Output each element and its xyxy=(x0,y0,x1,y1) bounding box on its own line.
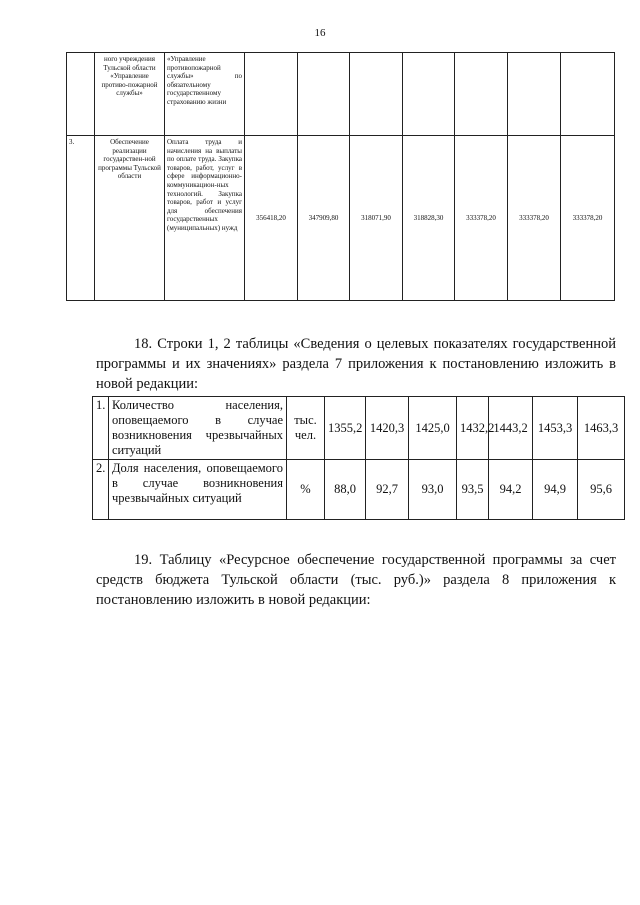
value-cell: 1453,3 xyxy=(533,397,578,460)
value-cell: 95,6 xyxy=(578,460,625,520)
paragraph-19-text: 19. Таблицу «Ресурсное обеспечение государственной программы за счет средств бюджета Тульской области (тыс. руб.)» раздела 8 приложения к постановлению изложить в новой редакции: xyxy=(96,551,616,608)
value-cell: 93,5 xyxy=(457,460,489,520)
row-number xyxy=(67,53,95,136)
resource-table-fragment xyxy=(66,52,615,301)
row-number: 1. xyxy=(93,397,109,460)
value-cell: 88,0 xyxy=(325,460,366,520)
value-cell: 94,2 xyxy=(489,460,533,520)
table-row xyxy=(93,397,625,460)
value-cell: 1420,3 xyxy=(366,397,409,460)
value-cell xyxy=(298,53,350,136)
value-cell: 347909,80 xyxy=(298,136,350,301)
page-number: 16 xyxy=(314,27,326,39)
value-cell xyxy=(455,53,508,136)
paragraph-19 xyxy=(96,550,616,610)
value-cell: 333378,20 xyxy=(508,136,561,301)
measure-name: ного учреждения Тульской области «Управление противо-пожарной службы» xyxy=(95,53,165,136)
measure-description: «Управление противопожарной службы» по обязательному государственному страхованию жизни xyxy=(165,53,245,136)
value-cell: 1463,3 xyxy=(578,397,625,460)
indicator-name: Доля населения, оповещаемого в случае возникновения чрезвычайных ситуаций xyxy=(109,460,287,520)
value-cell: 93,0 xyxy=(409,460,457,520)
measure-description: Оплата труда и начисления на выплаты по оплате труда. Закупка товаров, работ, услуг в сфере информационно-коммуникацион-ных технологий. Закупка товаров, работ и услуг для обеспечения государственных (муниципальных) нужд xyxy=(165,136,245,301)
table-row xyxy=(93,460,625,520)
value-cell xyxy=(508,53,561,136)
unit-cell: % xyxy=(287,460,325,520)
paragraph-18-text: 18. Строки 1, 2 таблицы «Сведения о целевых показателях государственной программы и их значениях» раздела 7 приложения к постановлению изложить в новой редакции: xyxy=(96,335,616,392)
unit-cell: тыс. чел. xyxy=(287,397,325,460)
indicator-name: Количество населения, оповещаемого в случае возникновения чрезвычайных ситуаций xyxy=(109,397,287,460)
row-number: 2. xyxy=(93,460,109,520)
table-row xyxy=(67,136,615,301)
table-row xyxy=(67,53,615,136)
measure-name: Обеспечение реализации государствен-ной программы Тульской области xyxy=(95,136,165,301)
paragraph-18 xyxy=(96,334,616,394)
value-cell xyxy=(561,53,615,136)
value-cell: 333378,20 xyxy=(455,136,508,301)
value-cell xyxy=(403,53,455,136)
value-cell: 1432,2 xyxy=(457,397,489,460)
value-cell: 356418,20 xyxy=(245,136,298,301)
value-cell: 92,7 xyxy=(366,460,409,520)
value-cell xyxy=(350,53,403,136)
value-cell: 318071,90 xyxy=(350,136,403,301)
value-cell: 318828,30 xyxy=(403,136,455,301)
target-indicators-table xyxy=(92,396,625,520)
value-cell: 1355,2 xyxy=(325,397,366,460)
value-cell: 94,9 xyxy=(533,460,578,520)
value-cell: 1443,2 xyxy=(489,397,533,460)
value-cell xyxy=(245,53,298,136)
row-number: 3. xyxy=(67,136,95,301)
value-cell: 1425,0 xyxy=(409,397,457,460)
value-cell: 333378,20 xyxy=(561,136,615,301)
